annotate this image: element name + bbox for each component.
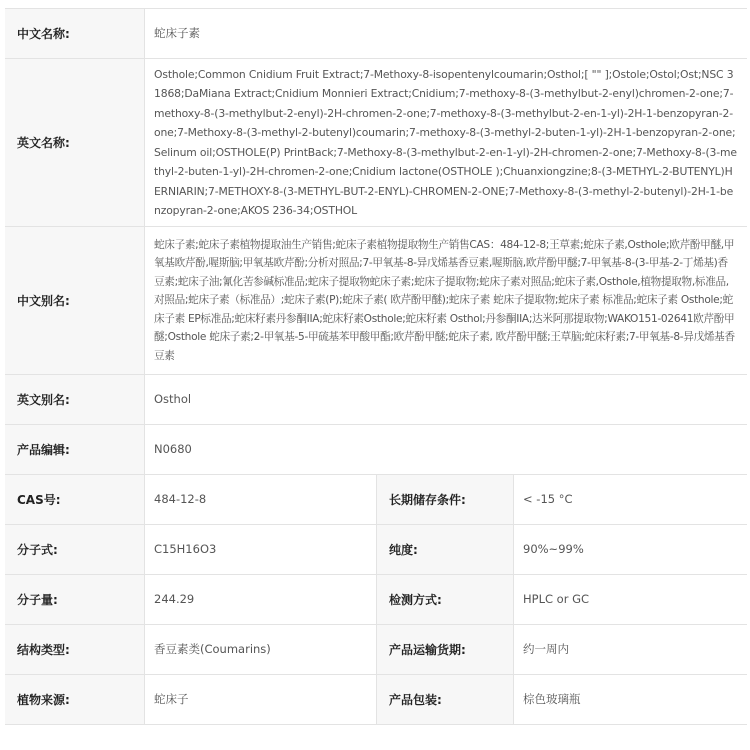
row-english-name <box>5 59 747 227</box>
row-formula-purity <box>5 525 747 575</box>
structure-type-value: 香豆素类(Coumarins) <box>154 641 271 656</box>
shipping-time-value: 约一周内 <box>523 641 569 656</box>
row-source-packaging <box>5 675 747 725</box>
storage-value: < -15 °C <box>523 491 573 506</box>
row-chinese-name <box>5 9 747 59</box>
molecular-weight-label: 分子量: <box>5 575 145 624</box>
row-structure-shipping <box>5 625 747 675</box>
row-product-code <box>5 425 747 475</box>
product-code-label: 产品编辑: <box>5 425 145 474</box>
plant-source-label: 植物来源: <box>5 675 145 724</box>
purity-value: 90%~99% <box>523 541 584 556</box>
molecular-weight-value: 244.29 <box>154 591 195 606</box>
english-name-value: Osthole;Common Cnidium Fruit Extract;7-Methoxy-8-isopentenylcoumarin;Osthol;[ "" ];Ostole;Ostol;Ost;NSC 31868;DaMiana Extract;Cnidium Monnieri Extract;Cnidium;7-methoxy-8-(3-methylbut-2-enyl)chromen-2-one;7-methoxy-8-(3-methylbut-2-enyl)-2H-chromen-2-one;7-methoxy-8-(3-methylbut-2-en-1-yl)-2H-1-benzopyran-2-one;7-Methoxy-8-(3-methyl-2-butenyl)coumarin;7-methoxy-8-(3-methyl-2-buten-1-yl)-2H-1-benzopyran-2-one;Selinum oil;OSTHOLE(P) PrintBack;7-Methoxy-8-(3-methylbut-2-en-1-yl)-2H-chromen-2-one;7-Methoxy-8-(3-methyl-2-buten-1-yl)-2H-chromen-2-one;Cnidium lactone(OSTHOLE );Chuanxiongzine;8-(3-METHYL-2-BUTENYL)HERNIARIN;7-METHOXY-8-(3-METHYL-BUT-2-ENYL)-CHROMEN-2-ONE;7-Methoxy-8-(3-methyl-2-butenyl)-2H-1-benzopyran-2-one;AKOS 236-34;OSTHOL <box>154 67 737 217</box>
row-cas-storage <box>5 475 747 525</box>
packaging-value: 棕色玻璃瓶 <box>523 691 581 706</box>
product-code-value: N0680 <box>154 441 192 456</box>
chinese-name-label: 中文名称: <box>5 9 145 58</box>
structure-type-label: 结构类型: <box>5 625 145 674</box>
plant-source-value: 蛇床子 <box>154 691 189 706</box>
purity-label: 纯度: <box>376 525 514 574</box>
row-weight-method <box>5 575 747 625</box>
formula-value: C15H16O3 <box>154 541 217 556</box>
packaging-label: 产品包装: <box>376 675 514 724</box>
chinese-alias-label: 中文别名: <box>5 227 145 374</box>
cas-value: 484-12-8 <box>154 491 207 506</box>
row-english-alias <box>5 375 747 425</box>
cas-label: CAS号: <box>5 475 145 524</box>
row-chinese-alias <box>5 227 747 375</box>
english-alias-value: Osthol <box>154 391 192 406</box>
detection-method-label: 检测方式: <box>376 575 514 624</box>
product-spec-table <box>5 8 747 725</box>
shipping-time-label: 产品运输货期: <box>376 625 514 674</box>
chinese-alias-value: 蛇床子素;蛇床子素植物提取油生产销售;蛇床子素植物提取物生产销售CAS：484-12-8;王草素;蛇床子素,Osthole;欧芹酚甲醚,甲氧基欧芹酚,喔斯脑;甲氧基欧芹酚;分析对照品;7-甲氧基-8-异戊烯基香豆素,喔斯脑,欧芹酚甲醚;7-甲氧基-8-(3-甲基-2-丁烯基)香豆素;蛇床子油;氰化苦参碱标准品;蛇床子提取物蛇床子素;蛇床子提取物;蛇床子素对照品;蛇床子素,Osthole,植物提取物,标准品,对照品;蛇床子素（标准品）;蛇床子素(P);蛇床子素( 欧芹酚甲醚);蛇床子素 蛇床子提取物;蛇床子素 标准品;蛇床子素 Osthole;蛇床子素 EP标准品;蛇床籽素丹参酮IIA;蛇床籽素Osthole;蛇床籽素 Osthol;丹参酮IIA;达米阿那提取物;WAKO151-02641欧芹酚甲醚;Osthole 蛇床子素;2-甲氧基-5-甲硫基苯甲酸甲酯;欧芹酚甲醚;蛇床子素, 欧芹酚甲醚;王草脑;蛇床籽素;7-甲氧基-8-异戊烯基香豆素 <box>154 238 735 362</box>
english-name-label: 英文名称: <box>5 59 145 226</box>
formula-label: 分子式: <box>5 525 145 574</box>
english-alias-label: 英文别名: <box>5 375 145 424</box>
detection-method-value: HPLC or GC <box>523 591 590 606</box>
chinese-name-value: 蛇床子素 <box>154 25 200 40</box>
storage-label: 长期储存条件: <box>376 475 514 524</box>
